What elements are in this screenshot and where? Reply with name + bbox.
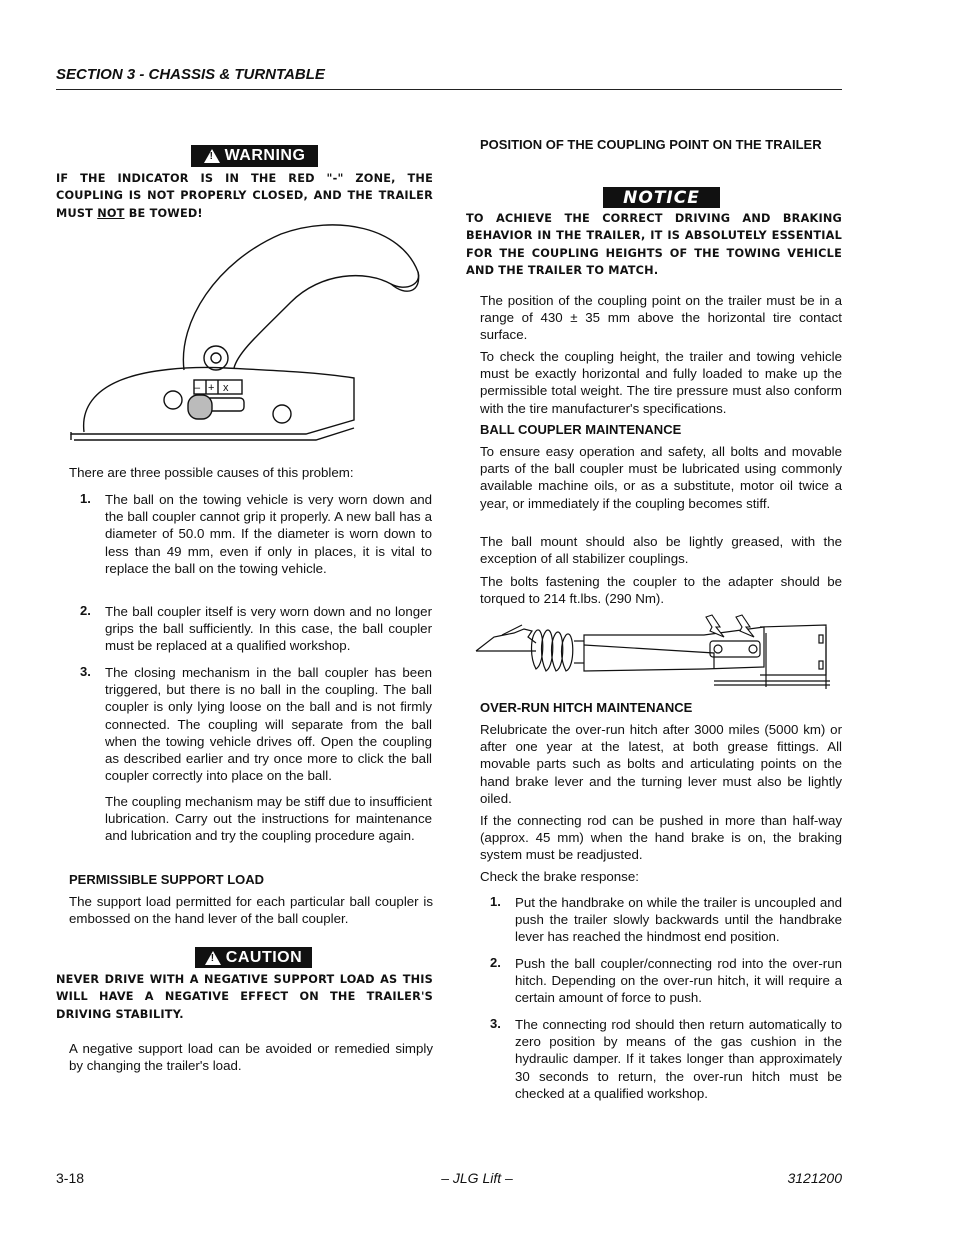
cause-1-text: The ball on the towing vehicle is very worn down and the ball coupler cannot grip it properly. A new ball has a diameter of 50.0 mm. If the diameter is worn down to less than 49 mm, even if only in places, it is vital to replace the ball on the towing vehicle.	[105, 492, 432, 576]
ball-p2: The ball mount should also be lightly greased, with the exception of all stabilizer couplings.	[480, 534, 842, 567]
overrun-p2: If the connecting rod can be pushed in more than half-way (approx. 45 mm) when the hand brake is on, the braking system must be readjusted.	[480, 813, 842, 863]
ball-coupler-heading: BALL COUPLER MAINTENANCE	[480, 422, 682, 437]
notice-text: TO ACHIEVE THE CORRECT DRIVING AND BRAKING BEHAVIOR IN THE TRAILER, IT IS ABSOLUTELY ESSENTIAL FOR THE COUPLING HEIGHTS OF THE TOWING VEHICLE AND THE TRAILER TO MATCH.	[466, 212, 842, 277]
brake-step-3-num: 3.	[490, 1016, 501, 1031]
support-text: The support load permitted for each particular ball coupler is embossed on the hand lever of the ball coupler.	[69, 894, 433, 927]
caution-label: CAUTION	[225, 948, 303, 966]
ball-coupler-illustration	[66, 222, 436, 444]
cause-2-num: 2.	[80, 603, 91, 618]
warning-label: WARNING	[224, 147, 306, 164]
brake-intro: Check the brake response:	[480, 869, 639, 884]
brake-step-2-num: 2.	[490, 955, 501, 970]
section-title: SECTION 3 - CHASSIS & TURNTABLE	[56, 66, 325, 83]
overrun-heading: OVER-RUN HITCH MAINTENANCE	[480, 700, 693, 715]
ball-p1: To ensure easy operation and safety, all bolts and movable parts of the ball coupler must be lubricated using commonly available machine oils, or as a substitute, motor oil twice a year, or immediately if the coupling becomes stiff.	[480, 444, 842, 511]
overrun-p1: Relubricate the over-run hitch after 3000 miles (5000 km) or after one year at the latest, at both grease fittings. All movable parts such as bolts and articulating points on the hand brake lever and the turning lever must also be lightly oiled.	[480, 722, 842, 806]
cause-2-text: The ball coupler itself is very worn down and no longer grips the ball sufficiently. In this case, the ball coupler must be replaced at a qualified workshop.	[105, 604, 432, 654]
support-heading: PERMISSIBLE SUPPORT LOAD	[69, 872, 265, 887]
doc-number: 3121200	[787, 1170, 842, 1186]
caution-badge	[195, 947, 312, 968]
notice-label: NOTICE	[623, 187, 700, 208]
indicator-plus: +	[208, 382, 215, 394]
brake-step-3-text: The connecting rod should then return automatically to zero position by means of the gas cushion in the hydraulic damper. If it takes longer than approximately 30 seconds to return, the over-run hitch must be checked at a qualified workshop.	[515, 1017, 842, 1101]
caution-text: NEVER DRIVE WITH A NEGATIVE SUPPORT LOAD AS THIS WILL HAVE A NEGATIVE EFFECT ON THE TRAILER'S DRIVING STABILITY.	[56, 973, 433, 1021]
cause-3-extra: The coupling mechanism may be stiff due to insufficient lubrication. Carry out the instructions for maintenance and lubrication and try the coupling procedure again.	[105, 794, 432, 844]
position-heading: POSITION OF THE COUPLING POINT ON THE TRAILER	[480, 137, 822, 152]
indicator-x: x	[223, 382, 229, 394]
causes-intro: There are three possible causes of this problem:	[69, 465, 354, 480]
warning-icon: !	[204, 149, 220, 163]
cause-3-text: The closing mechanism in the ball coupler has been triggered, but there is no ball in the coupling. The ball coupler is only lying loose on the ball and is not firmly connected. The coupling will separate from the ball when the towing vehicle drives off. Open the coupling as described earlier and try once more to click the ball coupler correctly into place on the ball.	[105, 665, 432, 784]
page-number: 3-18	[56, 1170, 85, 1186]
warning-not: NOT	[97, 206, 125, 220]
warning-text: IF THE INDICATOR IS IN THE RED "-" ZONE, THE COUPLING IS NOT PROPERLY CLOSED, AND THE TRAILER MUST NOT BE TOWED!	[56, 172, 433, 220]
position-p1: The position of the coupling point on the trailer must be in a range of 430 ± 35 mm above the horizontal tire contact surface.	[480, 293, 842, 343]
cause-1-num: 1.	[80, 491, 91, 506]
position-p2: To check the coupling height, the trailer and towing vehicle must be exactly horizontal and fully loaded to make up the permissible total weight. The tire pressure must also conform with the tire manufacturer's specifications.	[480, 349, 842, 416]
indicator-minus: –	[194, 382, 201, 394]
footer-center: – JLG Lift –	[441, 1170, 513, 1186]
ball-p3: The bolts fastening the coupler to the adapter should be torqued to 214 ft.lbs. (290 Nm).	[480, 574, 842, 607]
brake-step-1-num: 1.	[490, 894, 501, 909]
negative-support-text: A negative support load can be avoided or remedied simply by changing the trailer's load.	[69, 1041, 433, 1074]
warning-badge	[191, 145, 318, 167]
brake-step-2-text: Push the ball coupler/connecting rod into the over-run hitch. Depending on the over-run hitch, it will require a certain amount of force to push.	[515, 956, 842, 1006]
overrun-hitch-illustration	[474, 613, 834, 693]
brake-step-1-text: Put the handbrake on while the trailer is uncoupled and push the trailer slowly backwards until the handbrake lever has reached the hindmost end position.	[515, 895, 842, 945]
caution-icon: !	[205, 951, 221, 965]
cause-3-num: 3.	[80, 664, 91, 679]
notice-badge	[603, 187, 720, 208]
header-rule	[56, 89, 842, 90]
